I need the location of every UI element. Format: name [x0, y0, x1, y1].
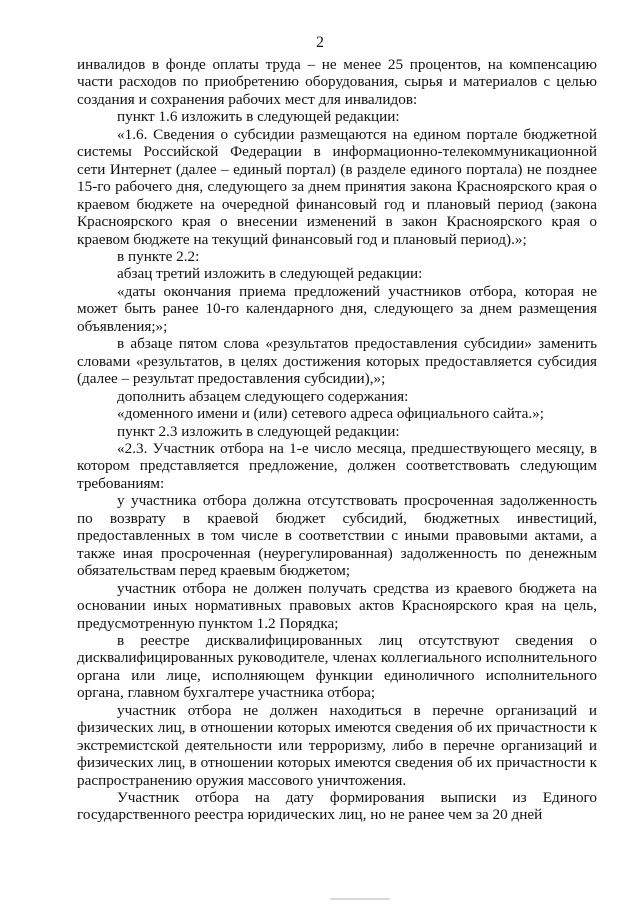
paragraph: участник отбора не должен получать средства из краевого бюджета на основании иных нормативных правовых актов Красноярского края на цель, предусмотренную пунктом 1.2 Порядка;: [77, 579, 597, 632]
paragraph: у участника отбора должна отсутствовать просроченная задолженность по возврату в краевой бюджет субсидий, бюджетных инвестиций, предоставленных в том числе в соответствии с иными правовыми актами, а также иная просроченная (неурегулированная) задолженность по денежным обязательствам перед краевым бюджетом;: [77, 492, 597, 580]
paragraph: Участник отбора на дату формирования выписки из Единого государственного реестра юридических лиц, но не ранее чем за 20 дней: [77, 789, 597, 824]
paragraph: пункт 2.3 изложить в следующей редакции:: [117, 422, 400, 440]
paragraph: в пункте 2.2:: [117, 247, 200, 265]
paragraph: «доменного имени и (или) сетевого адреса официального сайта.»;: [117, 405, 544, 423]
scan-artifact: [330, 898, 390, 900]
paragraph: «1.6. Сведения о субсидии размещаются на едином портале бюджетной системы Российской Федерации в информационно-телекоммуникационной сети Интернет (далее – единый портал) (в разделе единого портала) не позднее 15-го рабочего дня, следующего за днем принятия закона Красноярского края о краевом бюджете на очередной финансовый год и плановый период (закона Красноярского края о внесении изменений в закон Красноярского края о краевом бюджете на текущий финансовый год и плановый период).»;: [77, 125, 597, 248]
paragraph: пункт 1.6 изложить в следующей редакции:: [117, 108, 400, 126]
paragraph: инвалидов в фонде оплаты труда – не менее 25 процентов, на компенсацию части расходов по приобретению оборудования, сырья и материалов с целью создания и сохранения рабочих мест для инвалидов:: [77, 56, 597, 108]
paragraph: «даты окончания приема предложений участников отбора, которая не может быть ранее 10-го календарного дня, следующего за днем размещения объявления;»;: [77, 282, 597, 335]
paragraph: в реестре дисквалифицированных лиц отсутствуют сведения о дисквалифицированных руководителе, членах коллегиального исполнительного органа или лице, исполняющем функции единоличного исполнительного органа, главном бухгалтере участника отбора;: [77, 631, 597, 702]
paragraph: «2.3. Участник отбора на 1-е число месяца, предшествующего месяцу, в котором представляется предложение, должен соответствовать следующим требованиям:: [77, 439, 597, 492]
paragraph: абзац третий изложить в следующей редакции:: [117, 265, 423, 283]
paragraph: дополнить абзацем следующего содержания:: [117, 387, 409, 405]
paragraph: участник отбора не должен находиться в перечне организаций и физических лиц, в отношении которых имеются сведения об их причастности к экстремистской деятельности или терроризму, либо в перечне организаций и физических лиц, в отношении которых имеются сведения об их причастности к распространению оружия массового уничтожения.: [77, 701, 597, 789]
paragraph: в абзаце пятом слова «результатов предоставления субсидии» заменить словами «результатов, в целях достижения которых предоставляется субсидия (далее – результат предоставления субсидии),»;: [77, 335, 597, 388]
page-number: 2: [316, 34, 324, 51]
document-body: [77, 56, 597, 824]
